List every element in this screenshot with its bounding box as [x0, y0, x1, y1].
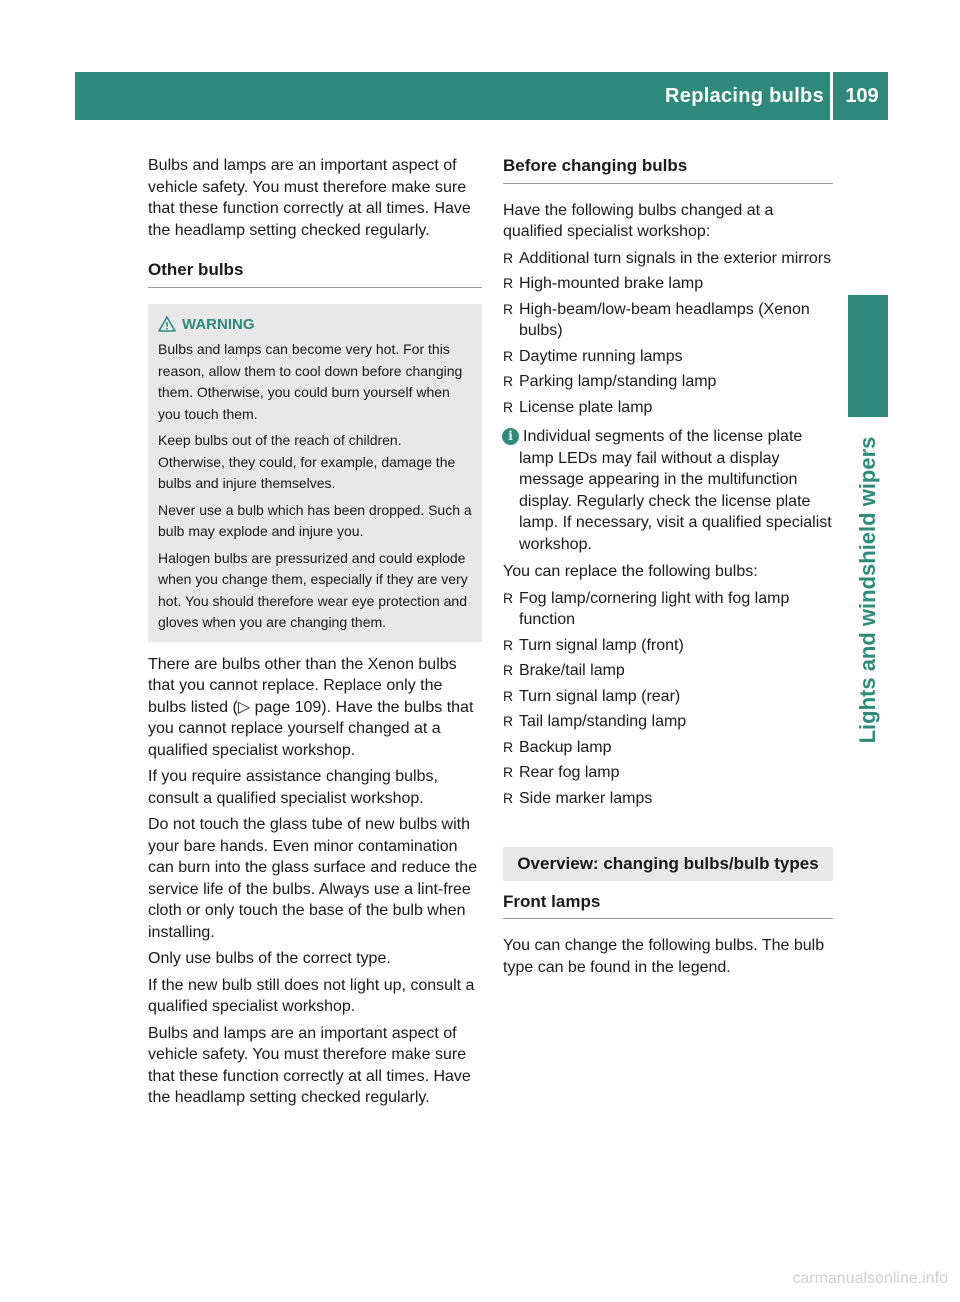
list-item: R License plate lamp: [503, 397, 833, 419]
page-section-title: Replacing bulbs: [665, 85, 824, 107]
bullet: R: [503, 764, 514, 780]
bullet: R: [503, 738, 514, 755]
body-paragraph: If the new bulb still does not light up, consult a qualified specialist workshop.: [148, 976, 475, 1015]
warning-triangle-icon: [158, 316, 176, 332]
list-item: R Brake/tail lamp: [503, 660, 833, 682]
bullet: R: [503, 713, 514, 729]
body-paragraph: Only use bulbs of the correct type.: [148, 950, 391, 967]
watermark: carmanualsonline.info: [792, 1270, 948, 1287]
bullet: R: [503, 662, 514, 678]
bullet: R: [503, 789, 514, 806]
list-item: R Additional turn signals in the exterior mirrors: [503, 248, 833, 270]
bullet: R: [503, 347, 514, 364]
list-item: R Rear fog lamp: [503, 762, 833, 784]
warning-paragraph: Bulbs and lamps can become very hot. For this reason, allow them to cool down before changing them. Otherwise, you could burn yourself when you touch them.: [158, 341, 463, 422]
warning-paragraph: Never use a bulb which has been dropped. Such a bulb may explode and injure you.: [158, 501, 472, 539]
before-intro: Have the following bulbs changed at a qualified specialist workshop:: [503, 201, 774, 240]
warning-paragraph: Keep bulbs out of the reach of children. Otherwise, they could, for example, damage the bulbs and injure themselves.: [158, 432, 456, 491]
body-paragraph: Do not touch the glass tube of new bulbs with your bare hands. Even minor contamination can burn into the glass surface and reduce the service life of the bulbs. Always use a lint-free cloth or only touch the base of the bulb when installing.: [148, 816, 478, 941]
warning-title: [158, 314, 472, 336]
side-tab-block: [848, 295, 888, 417]
before-changing-heading: Before changing bulbs: [503, 155, 833, 184]
front-lamps-heading: Front lamps: [503, 891, 833, 920]
page-number: 109: [845, 85, 879, 107]
list-item: R Turn signal lamp (rear): [503, 686, 833, 708]
list-item: R High-mounted brake lamp: [503, 273, 833, 295]
list-item: R Turn signal lamp (front): [503, 635, 833, 657]
bullet: R: [503, 589, 514, 606]
bullet: R: [503, 249, 514, 266]
right-column: [503, 155, 833, 983]
warning-paragraph: Halogen bulbs are pressurized and could explode when you change them, especially if they are very hot. You should therefore wear eye protection and gloves when you are changing them.: [158, 549, 468, 630]
list-item: R Parking lamp/standing lamp: [503, 371, 833, 393]
intro-paragraph: Bulbs and lamps are an important aspect of vehicle safety. You must therefore make sure that these function correctly at all times. Have the headlamp setting checked regularly.: [148, 157, 471, 239]
side-tab: [848, 420, 888, 760]
warning-box: [148, 304, 482, 642]
body-paragraph: Bulbs and lamps are an important aspect of vehicle safety. You must therefore make sure that these function correctly at all times. Have the headlamp setting checked regularly.: [148, 1024, 471, 1106]
body-paragraph: If you require assistance changing bulbs, consult a qualified specialist workshop.: [148, 768, 438, 807]
list-item: R Daytime running lamps: [503, 346, 833, 368]
replaceable-bulb-list: [503, 588, 833, 810]
header-divider: [830, 72, 833, 120]
left-column: [148, 155, 482, 1114]
info-note-text: Individual segments of the license plate lamp LEDs may fail without a display message appearing in the multifunction display. Regularly check the license plate lamp. If necessary, visit a qualified specialist workshop.: [519, 428, 832, 553]
warning-label: WARNING: [182, 315, 255, 333]
bullet: R: [503, 275, 514, 291]
other-bulbs-heading: Other bulbs: [148, 259, 482, 288]
overview-heading: Overview: changing bulbs/bulb types: [503, 847, 833, 881]
list-item: R Backup lamp: [503, 737, 833, 759]
bullet: R: [503, 687, 514, 704]
bullet: R: [503, 398, 514, 415]
workshop-bulb-list: [503, 248, 833, 419]
list-item: R Fog lamp/cornering light with fog lamp function: [503, 589, 790, 628]
replace-intro: You can replace the following bulbs:: [503, 563, 758, 580]
info-note: [503, 426, 833, 555]
list-item: R Tail lamp/standing lamp: [503, 711, 833, 733]
bullet: R: [503, 300, 514, 317]
bullet: R: [503, 373, 514, 389]
body-paragraph: There are bulbs other than the Xenon bulbs that you cannot replace. Replace only the bulbs listed (▷ page 109). Have the bulbs that you cannot replace yourself changed at a qualified specialist workshop.: [148, 655, 474, 759]
bullet: R: [503, 636, 514, 653]
front-lamps-text: You can change the following bulbs. The bulb type can be found in the legend.: [503, 937, 825, 976]
info-icon: i: [502, 428, 519, 445]
side-tab-label: Lights and windshield wipers: [855, 436, 880, 744]
list-item: R Side marker lamps: [503, 788, 833, 810]
list-item: R High-beam/low-beam headlamps (Xenon bulbs): [503, 300, 810, 339]
